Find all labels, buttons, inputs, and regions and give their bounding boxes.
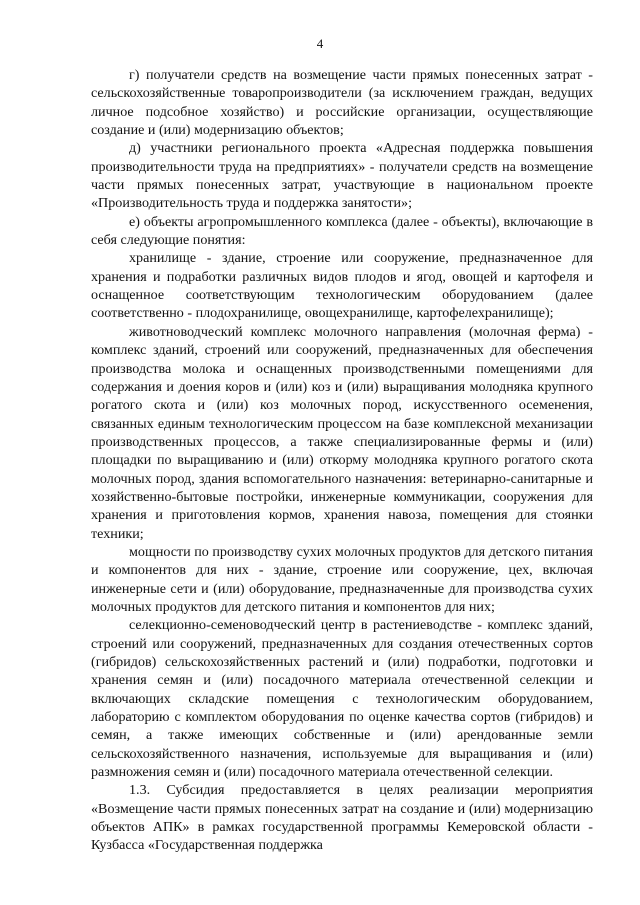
paragraph-storage-definition: хранилище - здание, строение или сооружение, предназначенное для хранения и подработки различных видов плодов и ягод, овощей и картофеля и оснащенное соответствующим технологическим оборудованием (далее соответственно - плодохранилище, овощехранилище, картофелехранилище); bbox=[91, 250, 593, 322]
paragraph-objects-e: е) объекты агропромышленного комплекса (далее - объекты), включающие в себя следующие понятия: bbox=[91, 213, 593, 249]
paragraph-dry-milk-capacity-definition: мощности по производству сухих молочных продуктов для детского питания и компонентов для них - здание, строение или сооружение, цех, включая инженерные сети и (или) оборудование, предназначенные для производства сухих молочных продуктов для детского питания и компонентов для них; bbox=[91, 543, 594, 615]
paragraph-participants-d: д) участники регионального проекта «Адресная поддержка повышения производительности труда на предприятиях» - получатели средств на возмещение части прямых понесенных затрат, участвующие в национальном проекте «Производительность труда и поддержка занятости»; bbox=[91, 140, 593, 212]
paragraph-recipients-g: г) получатели средств на возмещение части прямых понесенных затрат - сельскохозяйственные товаропроизводители (за исключением граждан, ведущих личное подсобное хозяйство) и российские организации, осуществляющие создание и (или) модернизацию объектов; bbox=[91, 67, 593, 139]
paragraph-section-1-3: 1.3. Субсидия предоставляется в целях реализации мероприятия «Возмещение части прямых понесенных затрат на создание и (или) модернизацию объектов АПК» в рамках государственной программы Кемеровской области - Кузбасса «Государственная поддержка bbox=[91, 782, 593, 854]
paragraph-breeding-center-definition: селекционно-семеноводческий центр в растениеводстве - комплекс зданий, строений или сооружений, предназначенных для создания отечественных сортов (гибридов) сельскохозяйственных растений и (или) подработки, подготовки и хранения семян и (или) посадочного материала отечественной селекции и включающих складские помещения с технологическим оборудованием, лабораторию с комплектом оборудования по оценке качества сортов (гибридов) и семян, а также имеющих собственные и (или) арендованные земли сельскохозяйственного назначения, используемые для выращивания и (или) размножения семян и (или) посадочного материала отечественной селекции. bbox=[91, 617, 593, 781]
document-body bbox=[91, 66, 593, 855]
paragraph-dairy-complex-definition: животноводческий комплекс молочного направления (молочная ферма) - комплекс зданий, строений или сооружений, предназначенных для обеспечения производства молока и оснащенных производственными помещениями для содержания и доения коров и (или) коз и (или) выращивания молодняка крупного рогатого скота и (или) коз молочных пород, искусственного осеменения, связанных единым технологическим процессом на базе комплексной механизации производственных процессов, а также специализированные фермы и (или) площадки по выращиванию и (или) откорму молодняка крупного рогатого скота молочных пород, здания вспомогательного назначения: ветеринарно-санитарные и хозяйственно-бытовые постройки, инженерные коммуникации, сооружения для хранения и приготовления кормов, хранения навоза, помещения для стоянки техники; bbox=[91, 323, 593, 542]
page-number: 4 bbox=[316, 36, 324, 51]
